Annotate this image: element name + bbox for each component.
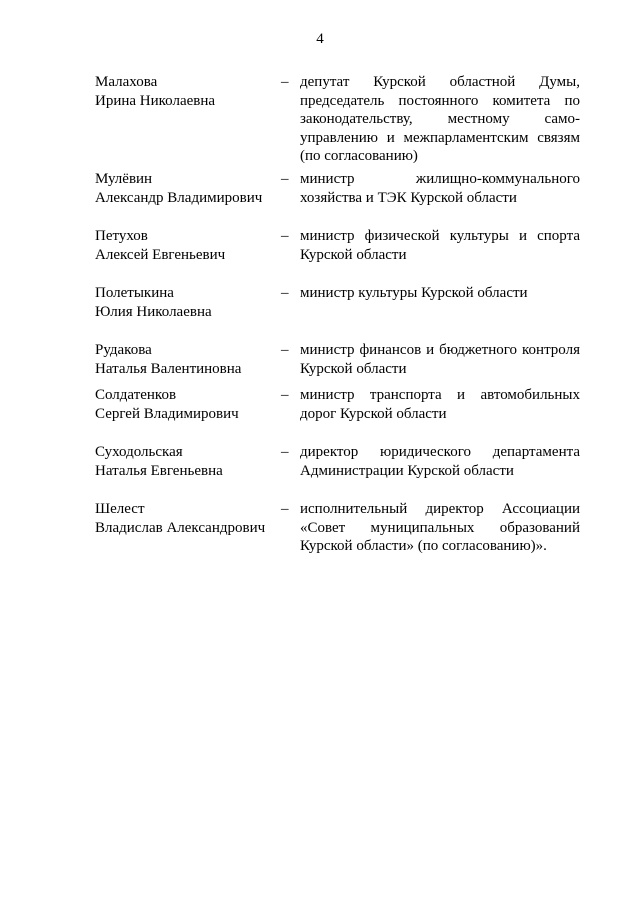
member-name: Мулёвин Александр Владимирович: [95, 171, 263, 206]
member-position: [300, 284, 580, 303]
position-line: управлению и межпарламентским связям: [300, 129, 580, 146]
dash-separator: –: [281, 342, 289, 358]
member-name: Шелест Владислав Александрович: [95, 501, 266, 536]
position-line: министр жилищно-коммунального: [300, 171, 580, 187]
dash-separator: –: [281, 387, 289, 403]
position-line: Курской области: [300, 246, 407, 263]
member-position: [300, 386, 580, 423]
member-position: [300, 341, 580, 378]
member-position: [300, 500, 580, 556]
member-name: Солдатенков Сергей Владимирович: [95, 387, 239, 422]
position-line: директор юридического департамента: [300, 444, 580, 460]
position-line: «Совет муниципальных образований: [300, 519, 580, 536]
position-line: министр физической культуры и спорта: [300, 228, 580, 244]
position-line: министр транспорта и автомобильных: [300, 387, 580, 403]
dash-separator: –: [281, 228, 289, 244]
position-line: законодательству, местному само-: [300, 111, 580, 127]
dash-separator: –: [281, 501, 289, 517]
position-line: дорог Курской области: [300, 405, 447, 422]
member-position: [300, 443, 580, 480]
dash-separator: –: [281, 171, 289, 187]
position-line: исполнительный директор Ассоциации: [300, 501, 580, 517]
dash-separator: –: [281, 74, 289, 90]
member-name: Рудакова Наталья Валентиновна: [95, 342, 242, 377]
position-line: депутат Курской областной Думы,: [300, 74, 580, 90]
position-line: министр финансов и бюджетного контроля: [300, 342, 580, 358]
position-line: Курской области: [300, 360, 407, 377]
member-position: [300, 227, 580, 264]
member-name: Малахова Ирина Николаевна: [95, 74, 216, 109]
page-number: 4: [316, 31, 324, 47]
position-line: хозяйства и ТЭК Курской области: [300, 189, 517, 206]
member-position: [300, 170, 580, 207]
position-line: Курской области» (по согласованию)».: [300, 538, 547, 554]
position-line: министр культуры Курской области: [300, 285, 528, 301]
dash-separator: –: [281, 444, 289, 460]
dash-separator: –: [281, 285, 289, 301]
position-line: (по согласованию): [300, 148, 418, 164]
member-name: Петухов Алексей Евгеньевич: [95, 228, 226, 263]
position-line: председатель постоянного комитета по: [300, 92, 580, 109]
position-line: Администрации Курской области: [300, 462, 514, 479]
member-position: [300, 73, 580, 166]
member-name: Полетыкина Юлия Николаевна: [95, 285, 212, 320]
member-name: Суходольская Наталья Евгеньевна: [95, 444, 223, 479]
